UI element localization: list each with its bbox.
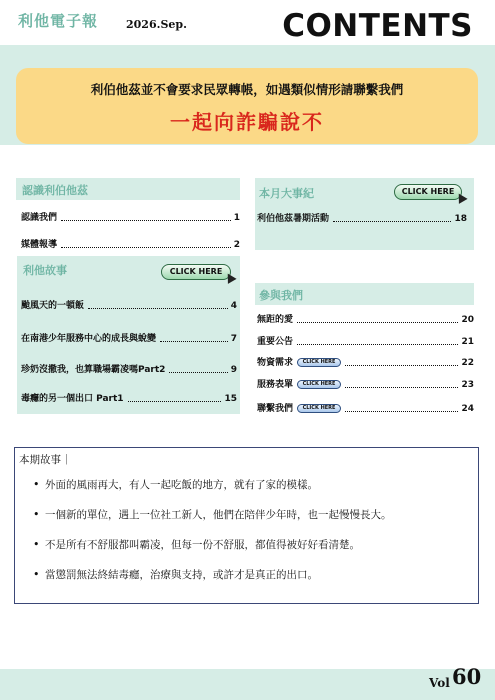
section-join-header [255,283,474,305]
toc-item[interactable] [21,391,237,404]
toc-leader [345,387,458,388]
story-intro-list [33,478,477,598]
toc-leader [345,411,458,412]
toc-item-page: 15 [224,394,237,404]
toc-item-page: 24 [461,404,474,414]
toc-item[interactable] [21,210,240,223]
toc-item[interactable] [21,237,240,250]
toc-item[interactable] [257,211,467,224]
toc-leader [61,247,231,248]
list-item: • 一個新的單位，遇上一位社工新人，他們在陪伴少年時，也一起慢慢長大。 [33,508,477,538]
section-stories-title: 利他故事 [23,264,67,277]
toc-item-page: 21 [461,337,474,347]
toc-item[interactable] [21,331,237,344]
toc-item-page: 2 [233,240,240,250]
toc-item-title: 颱風天的一頓飯 [21,301,85,311]
toc-leader [61,220,231,221]
issue-date: 2026.Sep. [126,18,187,31]
click-here-button[interactable]: CLICK HERE [297,380,341,389]
section-month-title: 本月大事紀 [259,187,314,200]
click-here-button[interactable]: CLICK HERE [297,404,341,413]
toc-item[interactable] [257,334,474,347]
toc-leader [88,308,228,309]
toc-item-page: 9 [230,365,237,375]
list-item: • 外面的風雨再大，有人一起吃飯的地方，就有了家的模樣。 [33,478,477,508]
footer-band [0,669,495,700]
stories-click-here-button[interactable]: CLICK HERE [161,264,231,280]
toc-item-title: 物資需求 [257,358,294,368]
toc-item-page: 4 [230,301,237,311]
toc-leader [169,372,227,373]
toc-item-title: 毒癮的另一個出口 Part1 [21,394,124,404]
toc-item-title: 聯繫我們 [257,404,294,414]
fraud-alert-slogan: 一起向詐騙說不 [170,110,324,134]
toc-item-title: 重要公告 [257,337,294,347]
month-click-here-button[interactable]: CLICK HERE [394,184,462,200]
toc-item-page: 7 [230,334,237,344]
page-title: CONTENTS [282,8,473,44]
toc-item-page: 22 [461,358,474,368]
toc-leader [297,344,458,345]
section-join-title: 參與我們 [259,289,303,302]
toc-leader [128,401,222,402]
toc-item[interactable] [257,377,474,390]
section-about-title: 認識利伯他茲 [22,184,88,197]
toc-item-page: 20 [461,315,474,325]
fraud-alert-text: 利伯他茲並不會要求民眾轉帳，如遇類似情形請聯繫我們 [90,82,404,97]
list-item: • 不是所有不舒服都叫霸凌，但每一份不舒服，都值得被好好看清楚。 [33,538,477,568]
click-here-button[interactable]: CLICK HERE [297,358,341,367]
toc-leader [333,221,451,222]
toc-item-page: 18 [454,214,467,224]
toc-item-title: 在南港少年服務中心的成長與蛻變 [21,334,157,344]
toc-item-title: 利伯他茲暑期活動 [257,214,330,224]
toc-item-title: 認識我們 [21,213,58,223]
toc-leader [345,365,458,366]
toc-item[interactable] [257,312,474,325]
toc-item[interactable] [21,298,237,311]
section-about-header [16,178,240,200]
fraud-alert-banner [16,68,478,144]
newsletter-brand: 利他電子報 [18,12,99,30]
toc-item-page: 23 [461,380,474,390]
toc-leader [160,341,228,342]
story-intro-box [14,447,479,604]
toc-item[interactable] [21,362,237,375]
toc-item-title: 媒體報導 [21,240,58,250]
toc-item-title: 無距的愛 [257,315,294,325]
toc-item[interactable] [257,401,474,414]
volume-number: 60 [452,664,482,689]
toc-leader [297,322,458,323]
toc-item[interactable] [257,355,474,368]
story-intro-title: 本期故事｜ [19,454,72,466]
volume-label: Vol [429,676,450,690]
toc-item-title: 服務表單 [257,380,294,390]
list-item: • 當懲罰無法終結毒癮，治療與支持，或許才是真正的出口。 [33,568,477,598]
toc-item-page: 1 [233,213,240,223]
toc-item-title: 珍奶沒撒我，也算職場霸凌嗎Part2 [21,365,166,375]
